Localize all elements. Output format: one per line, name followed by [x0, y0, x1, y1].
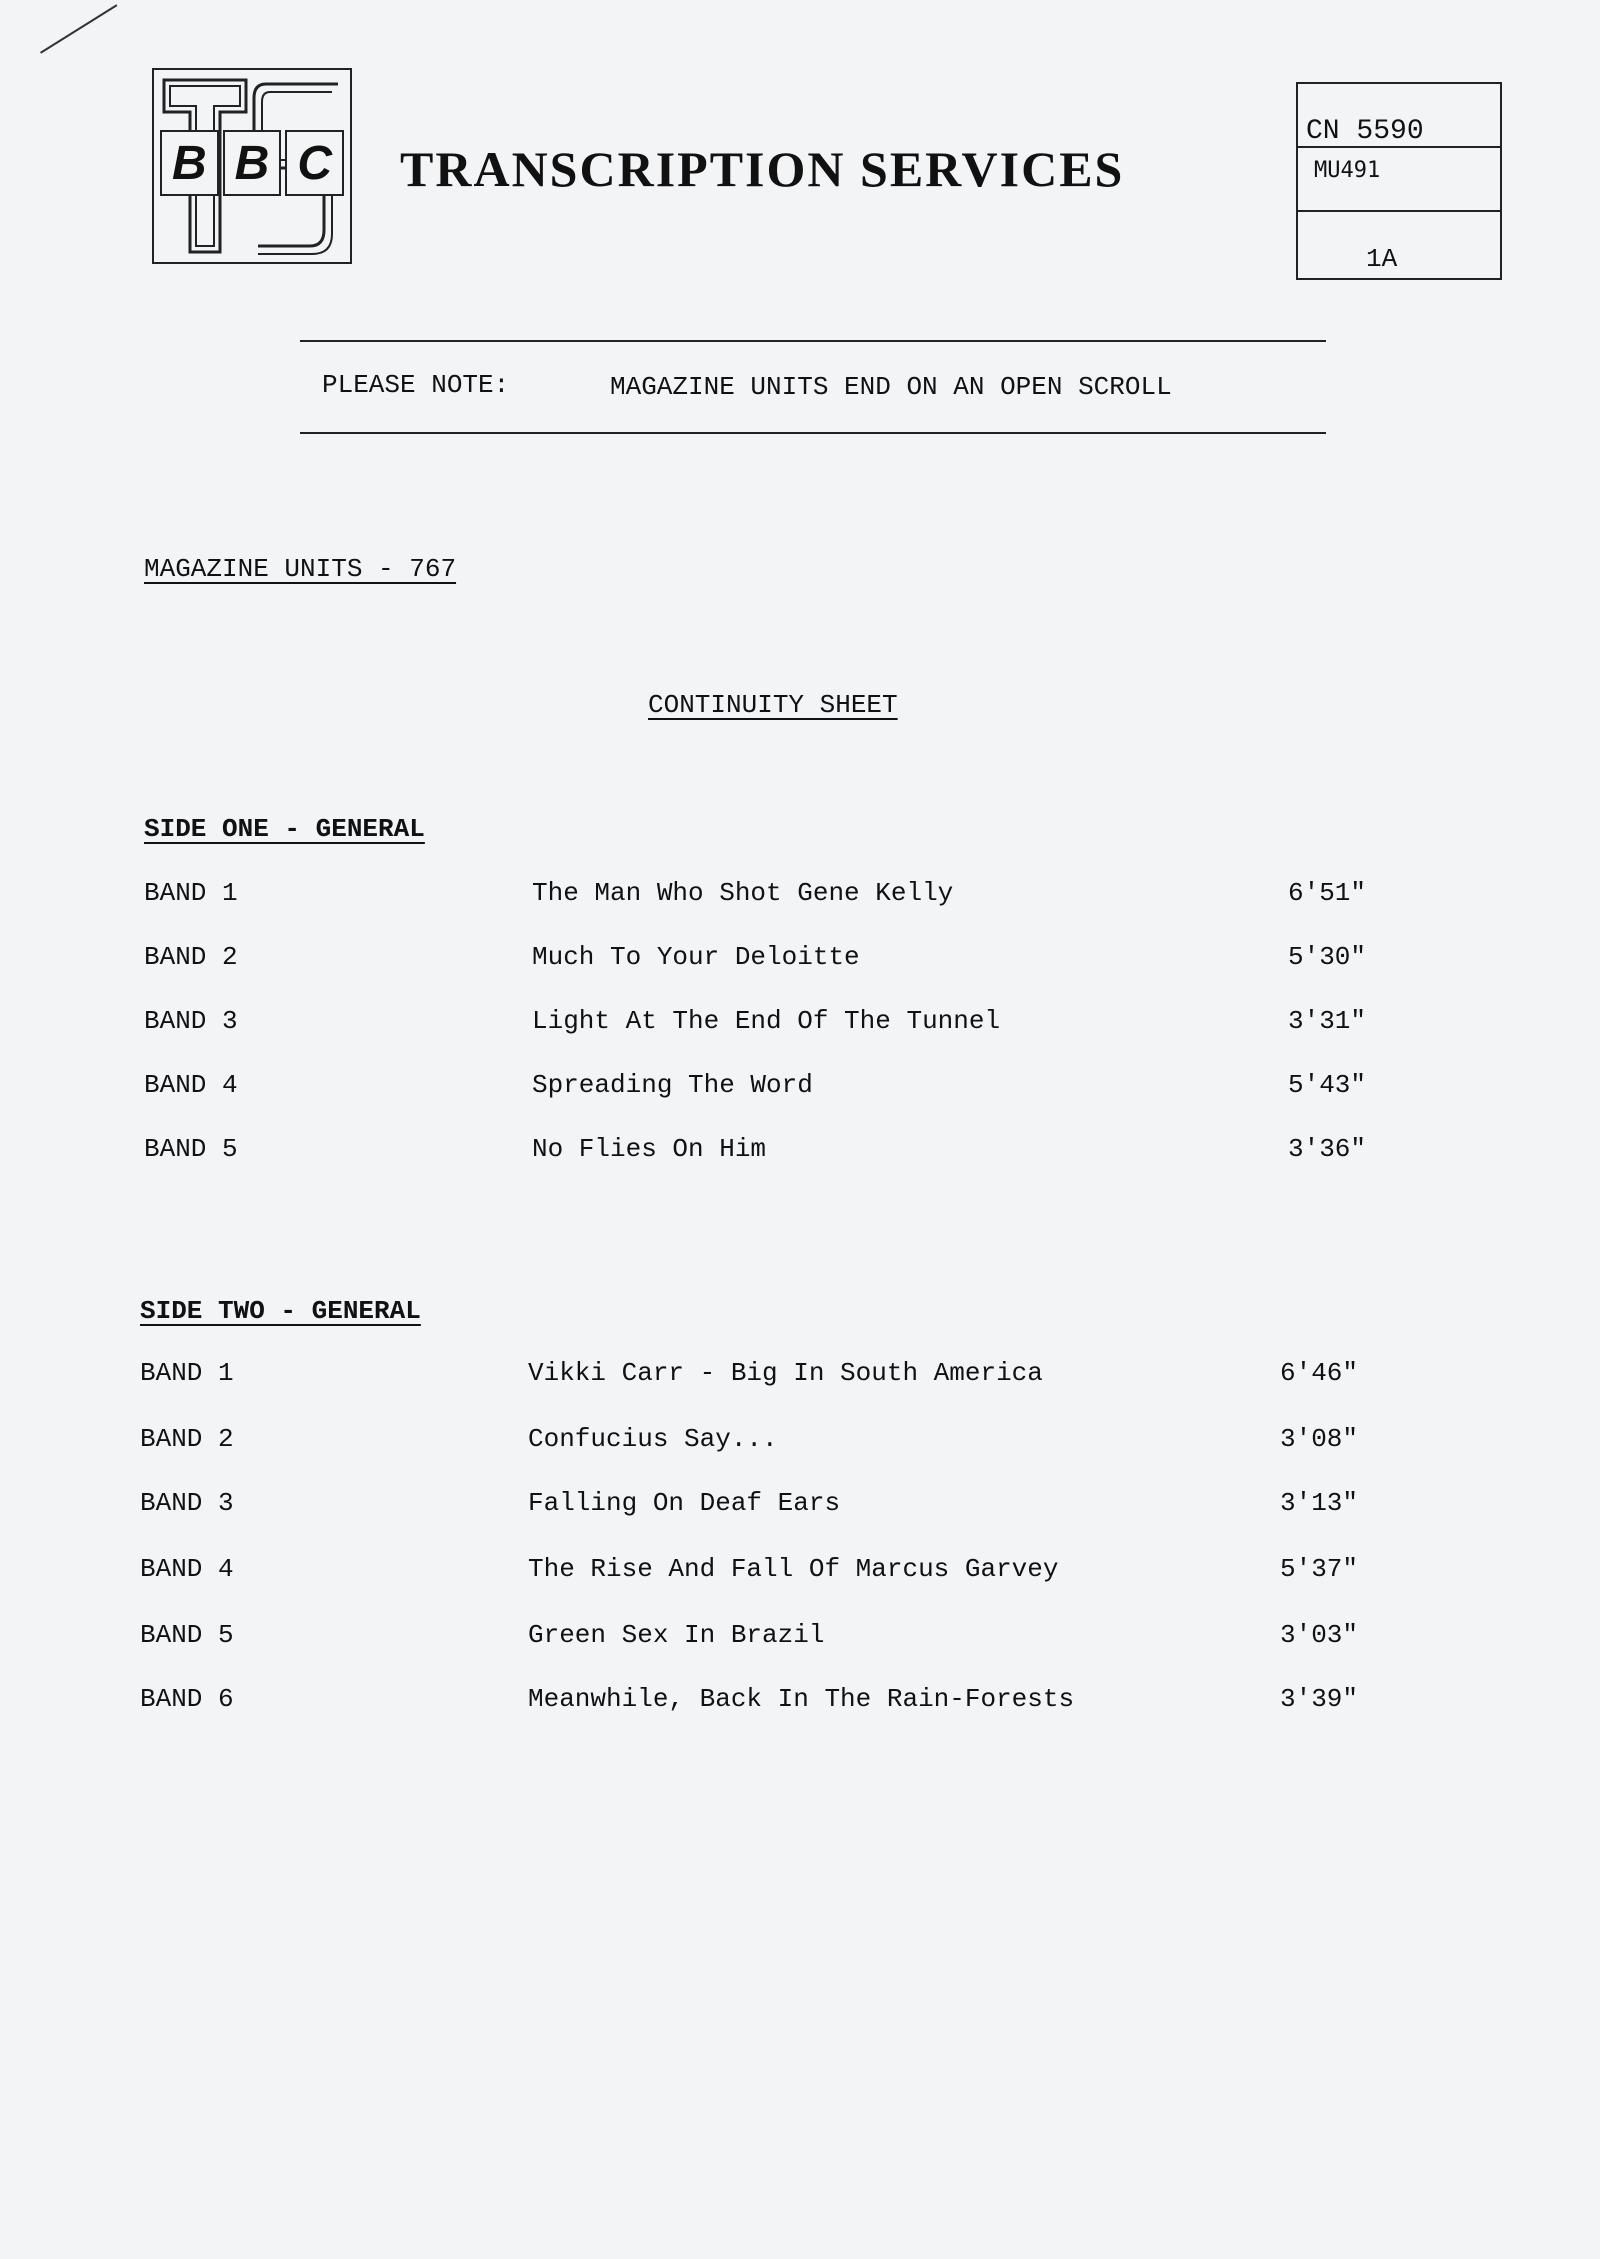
- track-row: [0, 878, 1600, 918]
- track-duration: 6'51": [1288, 878, 1367, 908]
- track-title: Spreading The Word: [532, 1070, 813, 1100]
- track-duration: 5'37": [1280, 1554, 1359, 1584]
- track-title: Meanwhile, Back In The Rain-Forests: [528, 1684, 1075, 1714]
- band-label: BAND 6: [140, 1684, 234, 1714]
- bbc-letter-c: C: [285, 130, 344, 196]
- track-duration: 6'46": [1280, 1358, 1359, 1388]
- track-title: No Flies On Him: [532, 1134, 767, 1164]
- track-title: Green Sex In Brazil: [528, 1620, 825, 1650]
- bbc-letter-b2: B: [223, 130, 282, 196]
- ref-side: 1A: [1366, 244, 1398, 274]
- track-row: [0, 1134, 1600, 1174]
- track-row: [0, 1488, 1600, 1528]
- pen-mark: [40, 4, 117, 53]
- track-row: [0, 1684, 1600, 1724]
- ref-sub: MU491: [1314, 158, 1381, 183]
- track-title: The Man Who Shot Gene Kelly: [532, 878, 954, 908]
- sheet-title: CONTINUITY SHEET: [648, 690, 898, 720]
- band-label: BAND 3: [140, 1488, 234, 1518]
- notice-bottom-rule: [300, 432, 1326, 434]
- side-two-heading: SIDE TWO - GENERAL: [140, 1296, 421, 1326]
- band-label: BAND 2: [144, 942, 238, 972]
- track-row: [0, 1358, 1600, 1398]
- notice-text: MAGAZINE UNITS END ON AN OPEN SCROLL: [610, 372, 1172, 402]
- notice-top-rule: [300, 340, 1326, 342]
- track-duration: 5'30": [1288, 942, 1367, 972]
- track-duration: 3'31": [1288, 1006, 1367, 1036]
- band-label: BAND 4: [140, 1554, 234, 1584]
- ref-code-cell: [1298, 84, 1500, 148]
- band-label: BAND 5: [140, 1620, 234, 1650]
- side-one-heading: SIDE ONE - GENERAL: [144, 814, 425, 844]
- series-title: MAGAZINE UNITS - 767: [144, 554, 457, 584]
- band-label: BAND 1: [144, 878, 238, 908]
- track-title: Much To Your Deloitte: [532, 942, 860, 972]
- band-label: BAND 2: [140, 1424, 234, 1454]
- band-label: BAND 4: [144, 1070, 238, 1100]
- track-row: [0, 1620, 1600, 1660]
- band-label: BAND 1: [140, 1358, 234, 1388]
- track-row: [0, 1554, 1600, 1594]
- track-duration: 3'08": [1280, 1424, 1359, 1454]
- ref-sub-cell: [1298, 148, 1500, 212]
- track-title: The Rise And Fall Of Marcus Garvey: [528, 1554, 1059, 1584]
- band-label: BAND 5: [144, 1134, 238, 1164]
- bbc-letter-b1: B: [160, 130, 219, 196]
- track-duration: 3'13": [1280, 1488, 1359, 1518]
- track-row: [0, 1070, 1600, 1110]
- track-title: Vikki Carr - Big In South America: [528, 1358, 1043, 1388]
- ref-code: CN 5590: [1306, 116, 1424, 147]
- reference-box: [1296, 82, 1502, 280]
- track-duration: 3'03": [1280, 1620, 1359, 1650]
- bbc-blocks: [160, 130, 344, 196]
- ref-side-cell: [1298, 212, 1500, 278]
- track-duration: 5'43": [1288, 1070, 1367, 1100]
- track-duration: 3'39": [1280, 1684, 1359, 1714]
- document-title: TRANSCRIPTION SERVICES: [400, 141, 1125, 197]
- track-row: [0, 1424, 1600, 1464]
- track-duration: 3'36": [1288, 1134, 1367, 1164]
- notice-label: PLEASE NOTE:: [322, 370, 510, 400]
- track-title: Light At The End Of The Tunnel: [532, 1006, 1001, 1036]
- bbc-ts-logo: [152, 68, 352, 264]
- track-row: [0, 1006, 1600, 1046]
- track-title: Falling On Deaf Ears: [528, 1488, 841, 1518]
- track-title: Confucius Say...: [528, 1424, 778, 1454]
- band-label: BAND 3: [144, 1006, 238, 1036]
- track-row: [0, 942, 1600, 982]
